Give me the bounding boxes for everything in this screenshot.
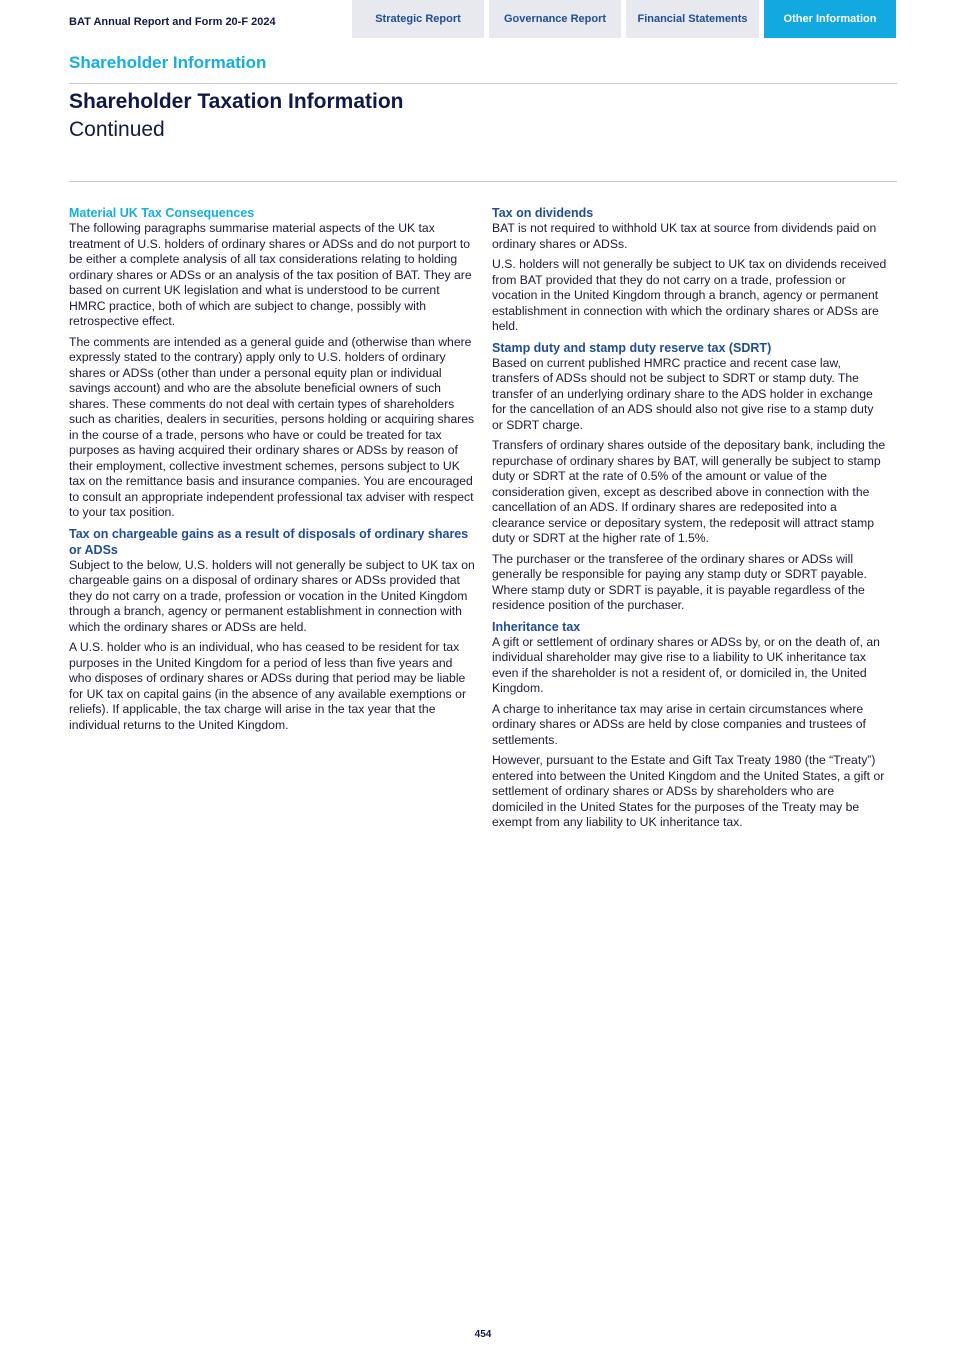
left-column [69,205,475,738]
divider [69,181,897,182]
tab-financial-statements[interactable]: Financial Statements [626,0,759,38]
paragraph: Subject to the below, U.S. holders will not generally be subject to UK tax on chargeable gains on a disposal of ordinary shares or ADSs provided that they do not carry on a trade, profession or vocation in the United Kingdom through a branch, agency or permanent establishment in connection with which the ordinary shares or ADSs are held. [69,557,475,634]
section-label: Shareholder Information [69,53,267,72]
tab-governance-report[interactable]: Governance Report [489,0,621,38]
heading-material-uk-tax: Material UK Tax Consequences [69,206,255,220]
paragraph: The comments are intended as a general guide and (otherwise than where expressly stated to the contrary) apply only to U.S. holders of ordinary shares or ADSs (other than under a personal equity plan or individual savings account) and who are the absolute beneficial owners of such shares. These comments do not deal with certain types of shareholders such as charities, dealers in securities, persons holding or acquiring shares in the course of a trade, persons who have or could be treated for tax purposes as having acquired their ordinary shares or ADSs by reason of their employment, collective investment schemes, persons subject to UK tax on the remittance basis and insurance companies. You are encouraged to consult an appropriate independent professional tax adviser with respect to your tax position. [69,334,475,519]
page-number: 454 [474,1329,492,1340]
heading-stamp-duty: Stamp duty and stamp duty reserve tax (SDRT) [492,340,772,355]
heading-tax-on-dividends: Tax on dividends [492,206,594,220]
paragraph: Transfers of ordinary shares outside of the depositary bank, including the repurchase of ordinary shares by BAT, will generally be subject to stamp duty or SDRT at the rate of 0.5% of the amount or value of the consideration given, except as described above in connection with the cancellation of an ADS. If ordinary shares are redeposited into a clearance service or depositary system, the redeposit will attract stamp duty or SDRT at the higher rate of 1.5%. [492,438,886,545]
paragraph: However, pursuant to the Estate and Gift Tax Treaty 1980 (the “Treaty”) entered into between the United Kingdom and the United States, a gift or settlement of ordinary shares or ADSs by shareholders who are domiciled in the United States for the purposes of the Treaty may be exempt from any liability to UK inheritance tax. [492,753,885,829]
paragraph: Based on current published HMRC practice and recent case law, transfers of ADSs should not be subject to SDRT or stamp duty. The transfer of an underlying ordinary share to the ADS holder in exchange for the cancellation of an ADS should also not give rise to a stamp duty or SDRT charge. [492,355,874,432]
paragraph: U.S. holders will not generally be subject to UK tax on dividends received from BAT provided that they do not carry on a trade, profession or vocation in the United Kingdom through a branch, agency or permanent establishment in connection with which the ordinary shares or ADSs are held. [492,257,887,333]
section-nav [352,0,896,38]
paragraph: A U.S. holder who is an individual, who has ceased to be resident for tax purposes in the United Kingdom for a period of less than five years and who disposes of ordinary shares or ADSs during that period may be liable for UK tax on capital gains (in the absence of any available exemptions or reliefs). If applicable, the tax charge will arise in the tax year that the individual returns to the United Kingdom. [69,640,466,732]
right-column [492,205,887,836]
paragraph: BAT is not required to withhold UK tax at source from dividends paid on ordinary shares or ADSs. [492,221,877,251]
paragraph: A gift or settlement of ordinary shares or ADSs by, or on the death of, an individual shareholder may give rise to a liability to UK inheritance tax even if the shareholder is not a resident of, or domiciled in, the United Kingdom. [492,634,880,695]
tab-other-information[interactable]: Other Information [764,0,896,38]
heading-inheritance-tax: Inheritance tax [492,619,581,634]
heading-chargeable-gains: Tax on chargeable gains as a result of disposals of ordinary shares or ADSs [69,526,469,557]
paragraph: A charge to inheritance tax may arise in certain circumstances where ordinary shares or ADSs are held by close companies and trustees of settlements. [492,701,866,747]
page-title: Shareholder Taxation Information [69,90,404,113]
paragraph: The following paragraphs summarise material aspects of the UK tax treatment of U.S. holders of ordinary shares or ADSs and do not purport to be either a complete analysis of all tax considerations relating to holding ordinary shares or ADSs or an analysis of the tax position of BAT. They are based on current UK legislation and what is understood to be current HMRC practice, both of which are subject to change, possibly with retrospective effect. [69,221,472,328]
paragraph: The purchaser or the transferee of the ordinary shares or ADSs will generally be responsible for paying any stamp duty or SDRT payable. Where stamp duty or SDRT is payable, it is payable regardless of the residence position of the purchaser. [492,551,867,612]
divider [69,83,897,84]
page-subtitle: Continued [69,118,165,141]
report-title: BAT Annual Report and Form 20-F 2024 [69,16,276,28]
tab-strategic-report[interactable]: Strategic Report [352,0,484,38]
